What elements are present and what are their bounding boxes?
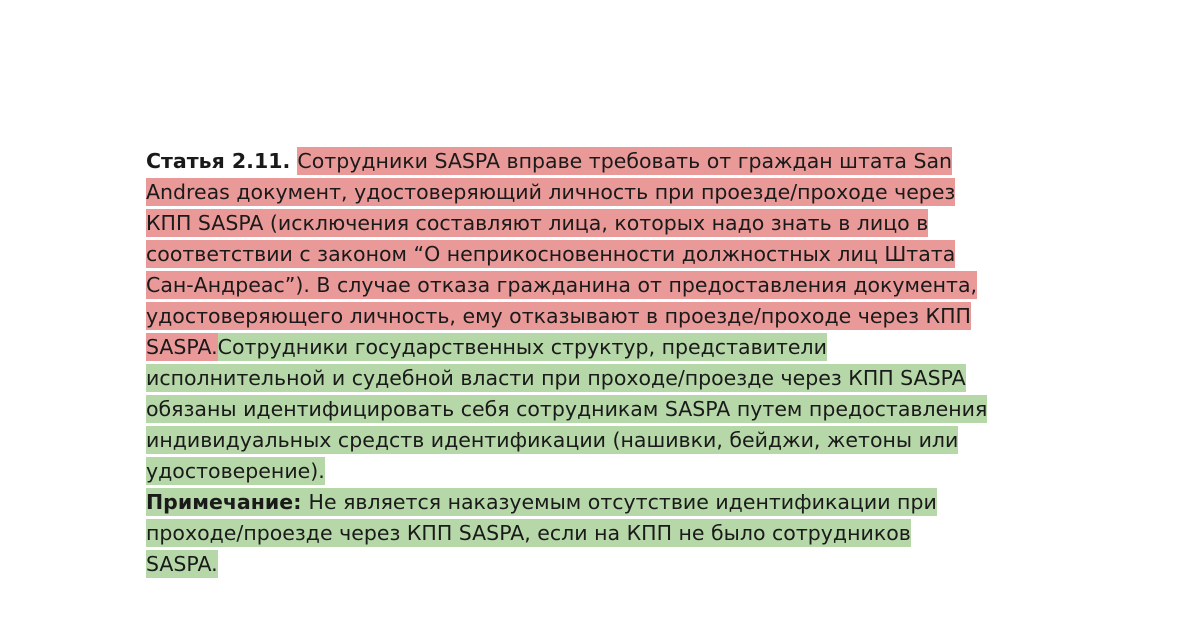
highlighted-text-red: Сотрудники SASPA вправе требовать от граждан штата San: [297, 149, 953, 173]
text-line: [146, 518, 1046, 549]
text-line: [146, 363, 1046, 394]
text-line: [146, 487, 1046, 518]
highlighted-text-green: Сотрудники государственных структур, представители: [217, 335, 827, 359]
highlighted-text-red: SASPA.: [146, 335, 218, 359]
note-heading: Примечание:: [146, 490, 309, 514]
text-line: [146, 425, 1046, 456]
highlighted-text-green: обязаны идентифицировать себя сотрудникам SASPA путем предоставления: [146, 397, 988, 421]
text-line: [146, 394, 1046, 425]
text-line: [146, 301, 1046, 332]
highlighted-text-green: Не является наказуемым отсутствие идентификации при: [308, 490, 937, 514]
highlighted-text-green: удостоверение).: [146, 459, 325, 483]
highlighted-text-green: индивидуальных средств идентификации (нашивки, бейджи, жетоны или: [146, 428, 959, 452]
text-line: [146, 549, 1046, 580]
highlighted-text-red: Andreas документ, удостоверяющий личность при проезде/проходе через: [146, 180, 956, 204]
highlighted-text-red: Сан-Андреас”). В случае отказа гражданина от предоставления документа,: [146, 273, 978, 297]
text-line: [146, 456, 1046, 487]
article-heading: Статья 2.11.: [146, 149, 298, 173]
text-line: [146, 239, 1046, 270]
text-line: [146, 270, 1046, 301]
highlighted-text-red: КПП SASPA (исключения составляют лица, которых надо знать в лицо в: [146, 211, 929, 235]
text-line: [146, 332, 1046, 363]
highlighted-text-red: удостоверяющего личность, ему отказывают в проезде/проходе через КПП: [146, 304, 971, 328]
highlighted-text-green: исполнительной и судебной власти при проходе/проезде через КПП SASPA: [146, 366, 966, 390]
highlighted-text-red: соответствии с законом “О неприкосновенности должностных лиц Штата: [146, 242, 956, 266]
highlighted-text-green: SASPA.: [146, 552, 218, 576]
document-body: [146, 146, 1046, 580]
text-line: [146, 177, 1046, 208]
highlighted-text-green: проходе/проезде через КПП SASPA, если на КПП не было сотрудников: [146, 521, 911, 545]
text-line: [146, 146, 1046, 177]
text-line: [146, 208, 1046, 239]
